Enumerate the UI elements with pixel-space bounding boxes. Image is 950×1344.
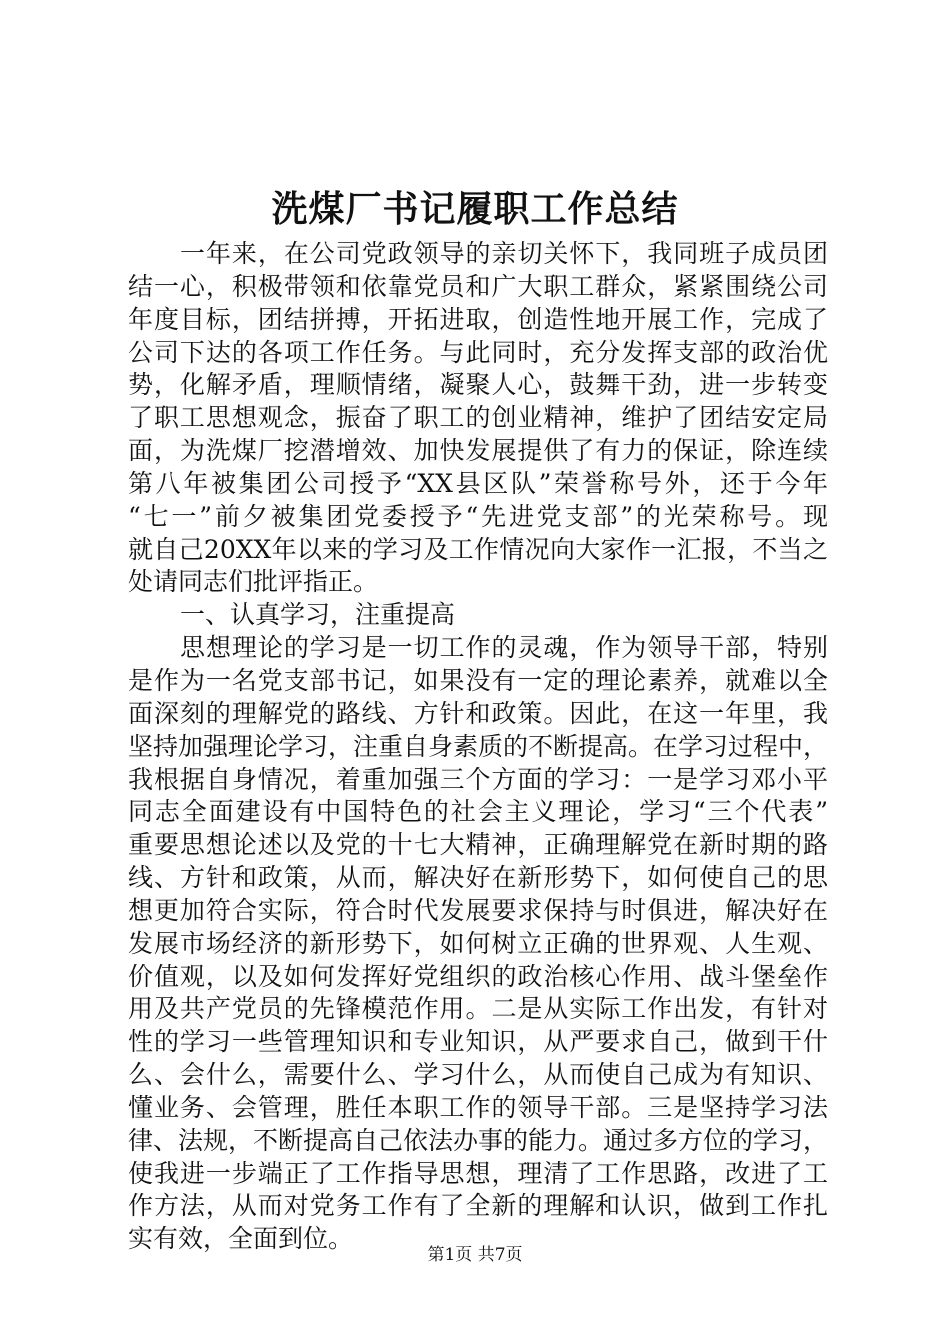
body-line: 思想理论的学习是一切工作的灵魂，作为领导干部，特别: [180, 633, 828, 663]
body-line: 了职工思想观念，振奋了职工的创业精神，维护了团结安定局: [128, 403, 828, 433]
body-line: 实有效，全面到位。: [128, 1224, 354, 1254]
body-line: 律、法规，不断提高自己依法办事的能力。通过多方位的学习，: [128, 1125, 829, 1155]
body-line: 势，化解矛盾，理顺情绪，凝聚人心，鼓舞干劲，进一步转变: [128, 370, 828, 400]
body-line: 发展市场经济的新形势下，如何树立正确的世界观、人生观、: [128, 928, 828, 958]
document-title: 洗煤厂书记履职工作总结: [271, 188, 679, 230]
body-line: 坚持加强理论学习，注重自身素质的不断提高。在学习过程中，: [128, 731, 829, 761]
body-line: 我根据自身情况，着重加强三个方面的学习：一是学习邓小平: [128, 764, 828, 794]
body-line: 价值观，以及如何发挥好党组织的政治核心作用、战斗堡垒作: [128, 961, 828, 991]
body-line: 公司下达的各项工作任务。与此同时，充分发挥支部的政治优: [128, 337, 828, 367]
document-body: [128, 238, 828, 1256]
body-line: 就自己20XX年以来的学习及工作情况向大家作一汇报，不当之: [128, 534, 828, 564]
body-line: 是作为一名党支部书记，如果没有一定的理论素养，就难以全: [128, 665, 828, 695]
body-line: 年度目标，团结拼搏，开拓进取，创造性地开展工作，完成了: [128, 304, 828, 334]
body-line: 面，为洗煤厂挖潜增效、加快发展提供了有力的保证，除连续: [128, 436, 828, 466]
body-line: 用及共产党员的先锋模范作用。二是从实际工作出发，有针对: [128, 994, 828, 1024]
body-line: 作方法，从而对党务工作有了全新的理解和认识，做到工作扎: [128, 1191, 828, 1221]
body-line: 么、会什么，需要什么、学习什么，从而使自己成为有知识、: [128, 1060, 828, 1090]
body-line: 面深刻的理解党的路线、方针和政策。因此，在这一年里，我: [128, 698, 828, 728]
body-line: 一年来，在公司党政领导的亲切关怀下，我同班子成员团: [180, 239, 828, 268]
section-heading: 一、认真学习，注重提高: [180, 600, 456, 630]
body-line: 性的学习一些管理知识和专业知识，从严要求自己，做到干什: [128, 1027, 828, 1057]
body-line: 重要思想论述以及党的十七大精神，正确理解党在新时期的路: [128, 830, 828, 860]
body-line: 线、方针和政策，从而，解决好在新形势下，如何使自己的思: [128, 863, 828, 893]
body-line: “七一”前夕被集团党委授予“先进党支部”的光荣称号。现: [128, 501, 828, 531]
body-line: 第八年被集团公司授予“XX县区队”荣誉称号外，还于今年: [128, 468, 828, 498]
body-line: 同志全面建设有中国特色的社会主义理论，学习“三个代表”: [128, 797, 828, 827]
page-number: 第1页 共7页: [427, 1245, 523, 1265]
body-line: 懂业务、会管理，胜任本职工作的领导干部。三是坚持学习法: [128, 1092, 828, 1122]
body-line: 使我进一步端正了工作指导思想，理清了工作思路，改进了工: [128, 1158, 828, 1188]
body-line: 处请同志们批评指正。: [128, 567, 379, 597]
body-line: 想更加符合实际，符合时代发展要求保持与时俱进，解决好在: [128, 895, 828, 925]
body-line: 结一心，积极带领和依靠党员和广大职工群众，紧紧围绕公司: [128, 271, 828, 301]
